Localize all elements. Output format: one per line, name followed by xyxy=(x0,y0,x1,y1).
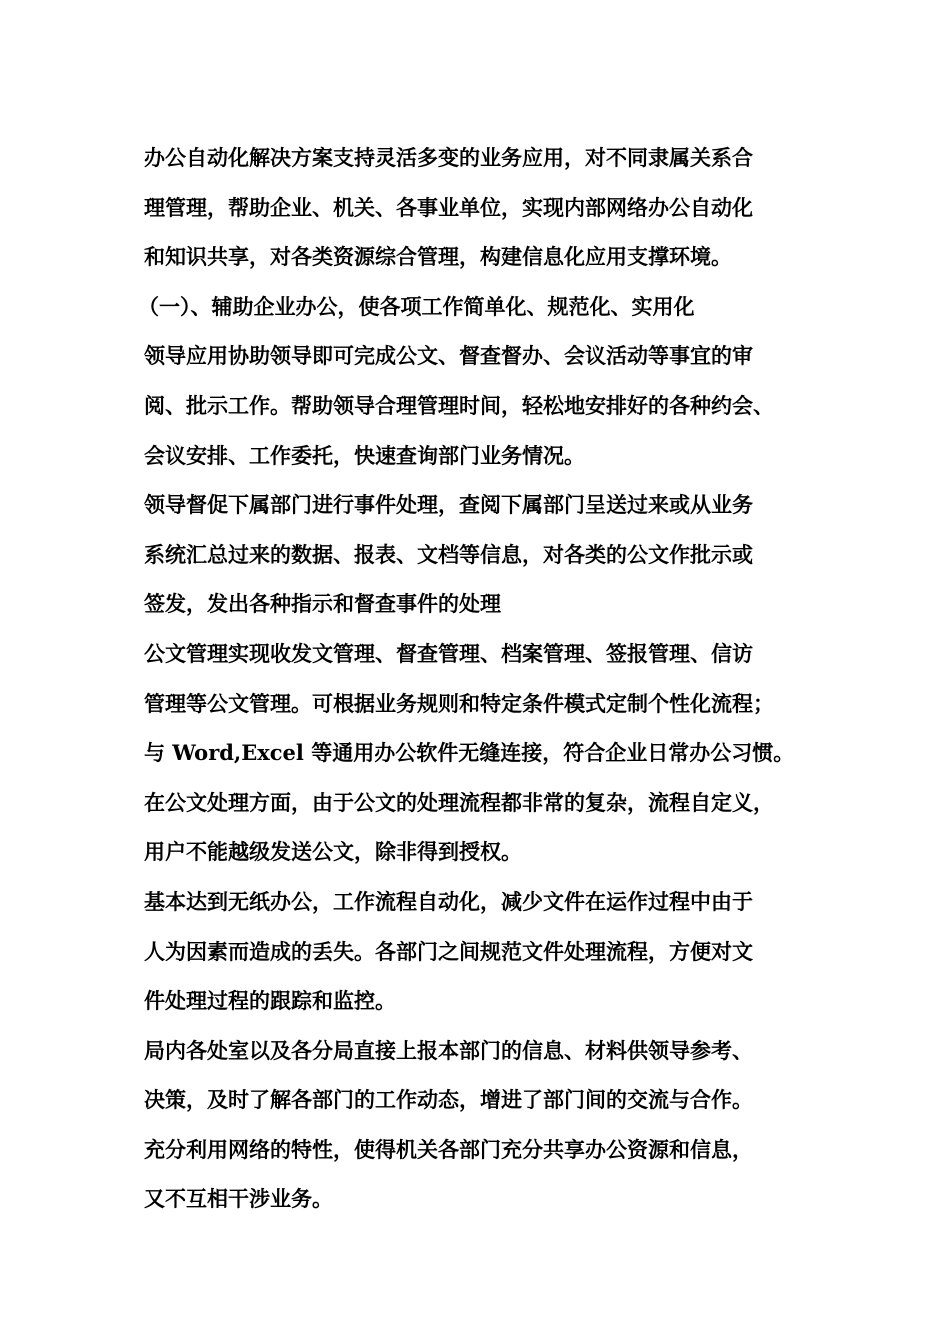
paragraph-line: 决策，及时了解各部门的工作动态，增进了部门间的交流与合作。 xyxy=(144,1087,753,1113)
paragraph-line: 与 Word,Excel 等通用办公软件无缝连接，符合企业日常办公习惯。 xyxy=(144,740,795,766)
paragraph-line: 领导督促下属部门进行事件处理，查阅下属部门呈送过来或从业务 xyxy=(144,492,753,518)
paragraph-line: 件处理过程的跟踪和监控。 xyxy=(144,988,396,1014)
paragraph-line: 办公自动化解决方案支持灵活多变的业务应用，对不同隶属关系合 xyxy=(144,145,753,170)
paragraph-line: 又不互相干涉业务。 xyxy=(144,1186,333,1212)
section-heading: （一）、辅助企业办公，使各项工作简单化、规范化、实用化 xyxy=(138,293,695,319)
paragraph-line: 用户不能越级发送公文，除非得到授权。 xyxy=(144,839,522,865)
paragraph-line: 充分利用网络的特性，使得机关各部门充分共享办公资源和信息， xyxy=(144,1136,753,1162)
paragraph-line: 理管理，帮助企业、机关、各事业单位，实现内部网络办公自动化 xyxy=(144,194,753,220)
paragraph-line: 基本达到无纸办公，工作流程自动化，减少文件在运作过程中由于 xyxy=(144,888,753,914)
paragraph-line: 会议安排、工作委托，快速查询部门业务情况。 xyxy=(144,442,585,468)
paragraph-line: 和知识共享，对各类资源综合管理，构建信息化应用支撑环境。 xyxy=(144,244,732,270)
document-body xyxy=(138,133,826,1224)
paragraph-line: 阅、批示工作。帮助领导合理管理时间，轻松地安排好的各种约会、 xyxy=(144,392,774,418)
paragraph-line: 在公文处理方面，由于公文的处理流程都非常的复杂，流程自定义， xyxy=(144,789,774,815)
paragraph-line: 局内各处室以及各分局直接上报本部门的信息、材料供领导参考、 xyxy=(144,1037,753,1063)
paragraph-line: 签发，发出各种指示和督查事件的处理 xyxy=(144,591,501,617)
paragraph-line: 领导应用协助领导即可完成公文、督查督办、会议活动等事宜的审 xyxy=(144,343,753,369)
paragraph-line: 公文管理实现收发文管理、督查管理、档案管理、签报管理、信访 xyxy=(144,640,753,666)
paragraph-line: 管理等公文管理。可根据业务规则和特定条件模式定制个性化流程； xyxy=(144,690,774,716)
paragraph-line: 系统汇总过来的数据、报表、文档等信息，对各类的公文作批示或 xyxy=(144,541,753,567)
paragraph-line: 人为因素而造成的丢失。各部门之间规范文件处理流程，方便对文 xyxy=(144,938,753,964)
